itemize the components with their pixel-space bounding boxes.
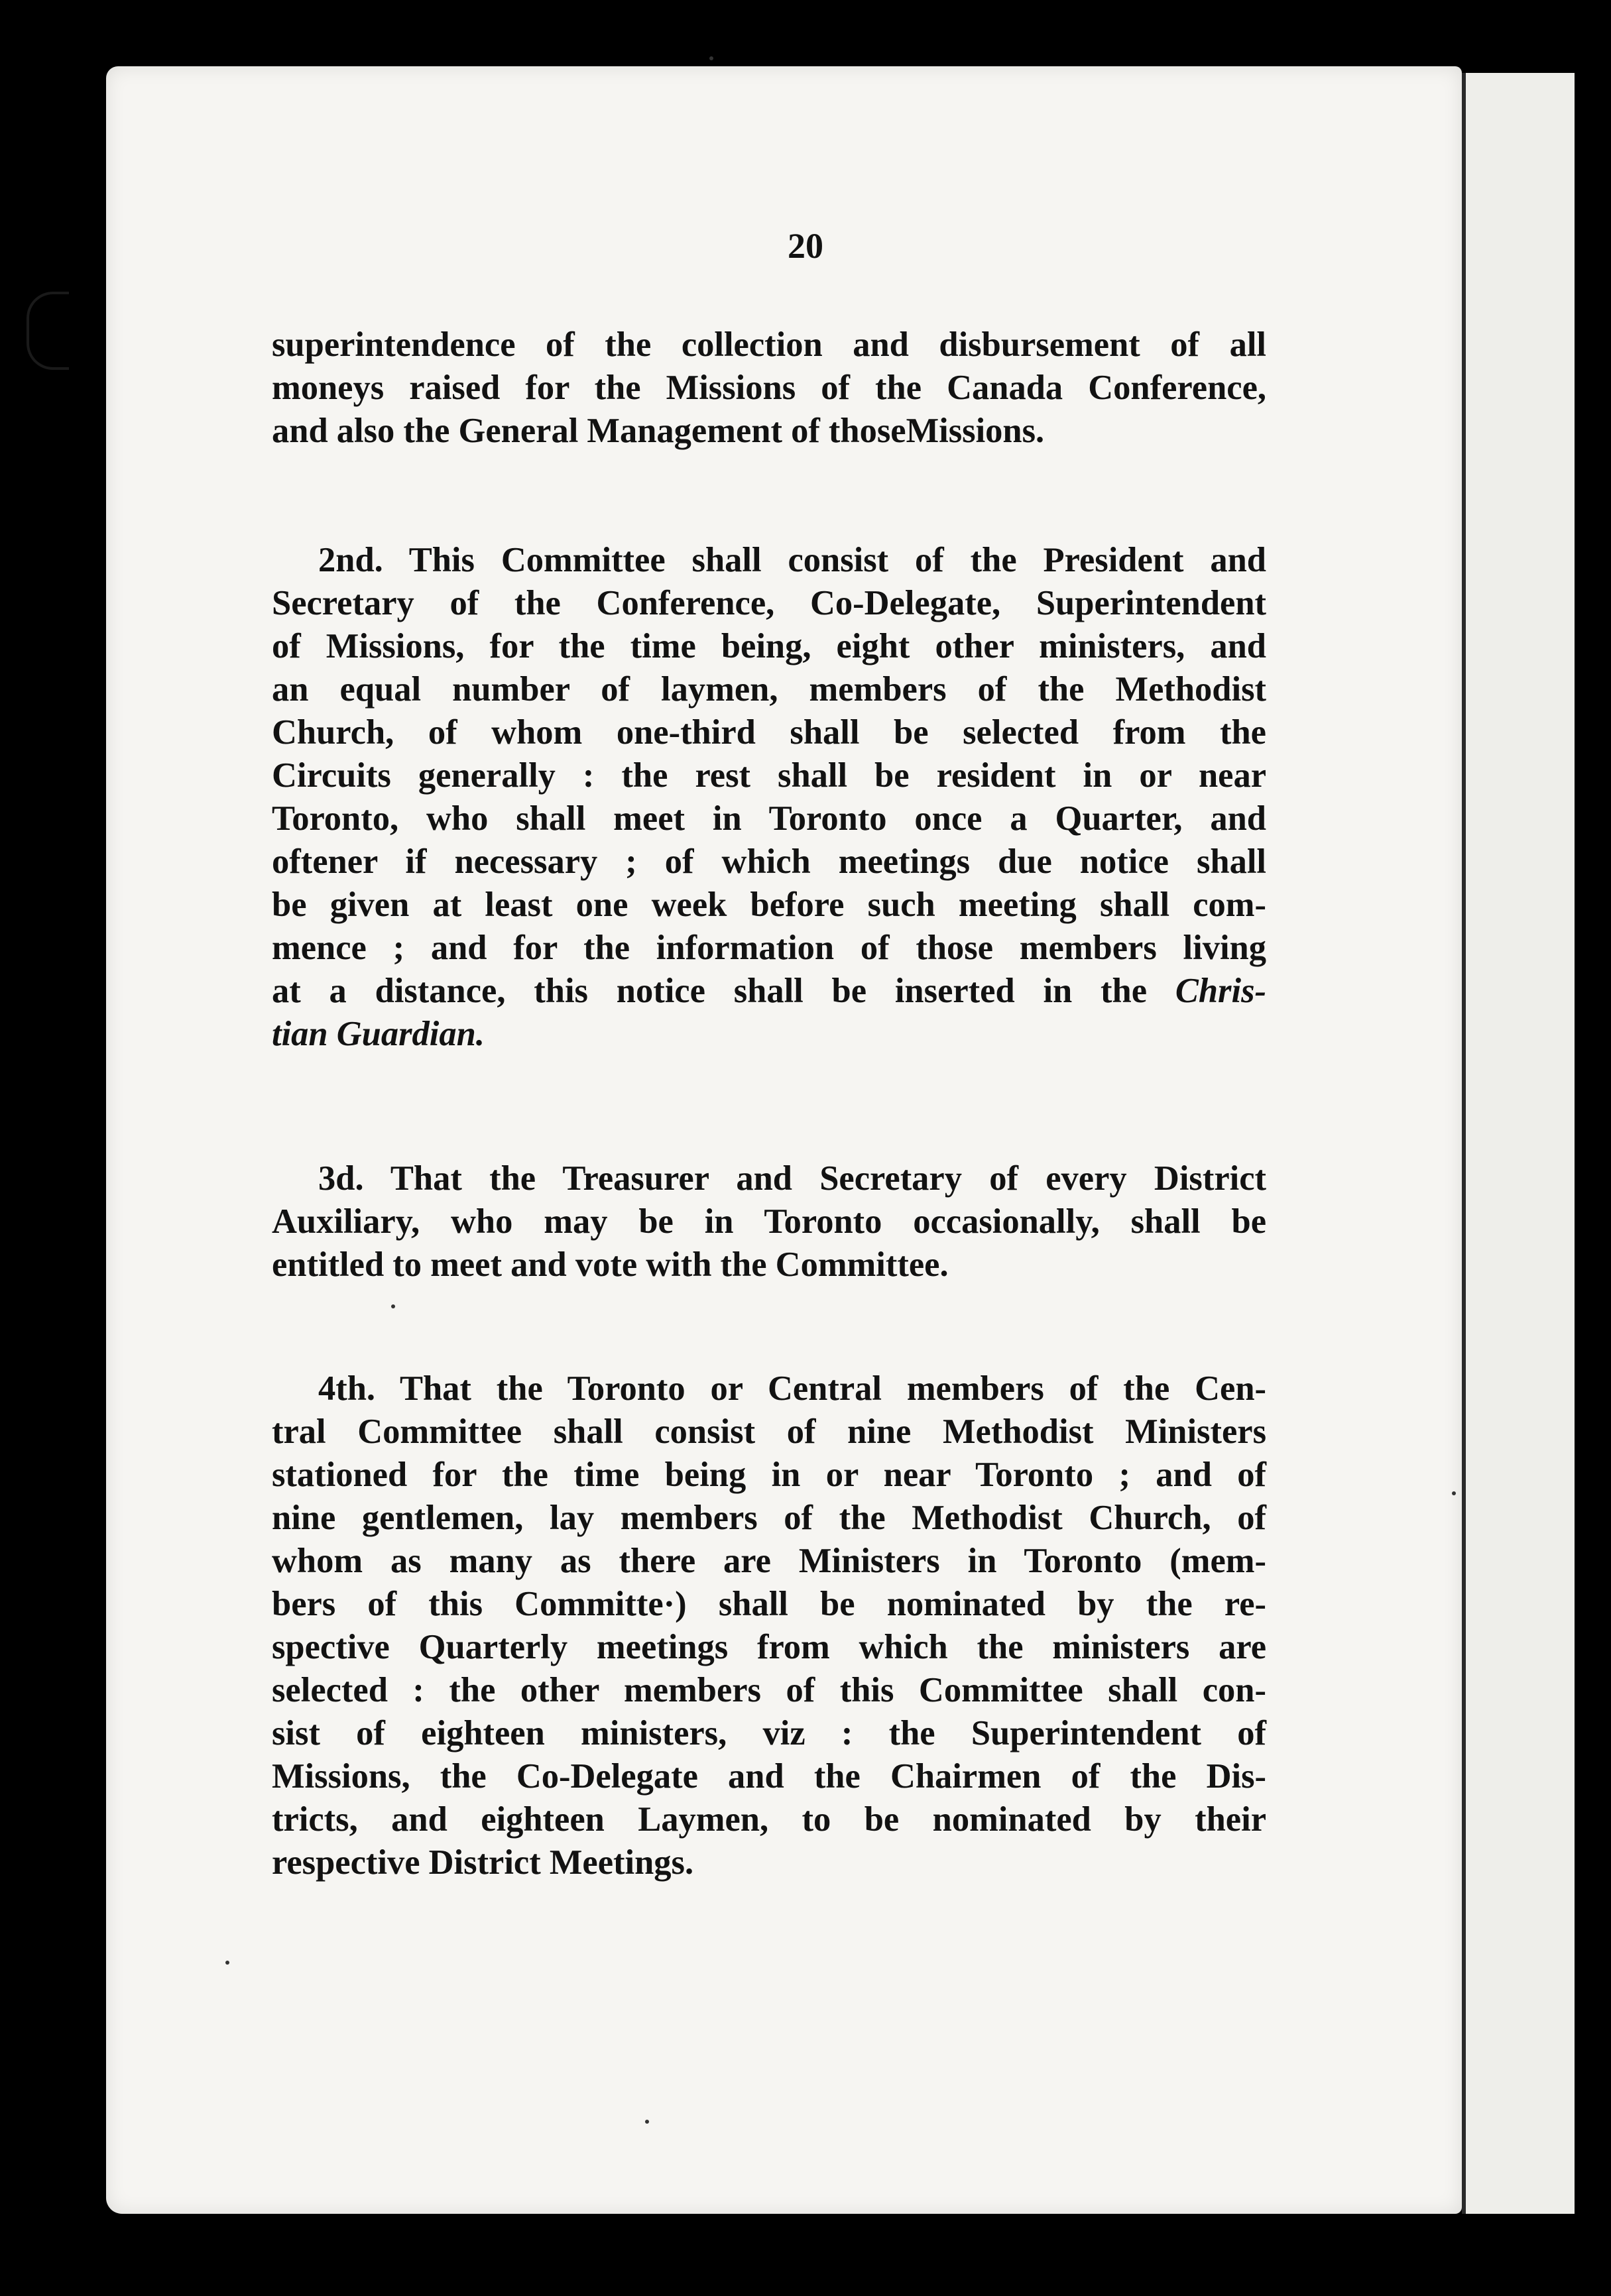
paragraph-4 <box>272 1367 1266 1884</box>
paragraph-3 <box>272 1157 1266 1287</box>
text-line: tian Guardian. <box>272 1015 485 1053</box>
text-line: tricts, and eighteen Laymen, to be nominated by their <box>272 1800 1266 1839</box>
text-line: 2nd. This Committee shall consist of the President and <box>318 541 1266 579</box>
text-line: Missions, the Co-Delegate and the Chairmen of the Dis- <box>272 1757 1266 1796</box>
text-line: whom as many as there are Ministers in Toronto (mem- <box>272 1542 1266 1580</box>
ink-speck <box>225 1961 229 1965</box>
text-line: oftener if necessary ; of which meetings due notice shall <box>272 842 1266 881</box>
text-line: moneys raised for the Missions of the Canada Conference, <box>272 369 1266 407</box>
text-line: tral Committee shall consist of nine Methodist Ministers <box>272 1412 1266 1451</box>
text-line: be given at least one week before such meeting shall com- <box>272 886 1266 924</box>
ink-speck <box>391 1304 395 1308</box>
text-line: of Missions, for the time being, eight other ministers, and <box>272 627 1266 665</box>
text-line: respective District Meetings. <box>272 1843 694 1882</box>
paragraph-2 <box>272 539 1266 1056</box>
text-line: spective Quarterly meetings from which the ministers are <box>272 1628 1266 1666</box>
text-line: bers of this Committe·) shall be nominated by the re- <box>272 1585 1266 1623</box>
text-line: and also the General Management of thoseMissions. <box>272 412 1045 450</box>
binding-clip-mark <box>27 292 69 370</box>
text-line: selected : the other members of this Committee shall con- <box>272 1671 1266 1709</box>
text-line: at a distance, this notice shall be inserted in the Chris- <box>272 972 1266 1010</box>
text-line: mence ; and for the information of those members living <box>272 929 1266 967</box>
text-line: nine gentlemen, lay members of the Methodist Church, of <box>272 1499 1266 1537</box>
page-number: 20 <box>788 226 823 266</box>
paragraph-1 <box>272 323 1266 453</box>
facing-page-edge <box>1462 73 1579 2214</box>
ink-speck <box>709 56 713 60</box>
text-line: 4th. That the Toronto or Central members of the Cen- <box>318 1369 1266 1408</box>
ink-speck <box>645 2120 649 2124</box>
text-line: an equal number of laymen, members of the Methodist <box>272 670 1266 709</box>
ink-speck <box>1452 1491 1456 1495</box>
text-line: sist of eighteen ministers, viz : the Superintendent of <box>272 1714 1266 1752</box>
text-line: 3d. That the Treasurer and Secretary of every District <box>318 1159 1266 1198</box>
text-line: Circuits generally : the rest shall be resident in or near <box>272 756 1266 795</box>
text-line: Church, of whom one-third shall be selected from the <box>272 713 1266 752</box>
text-line: Auxiliary, who may be in Toronto occasionally, shall be <box>272 1202 1266 1241</box>
text-line: superintendence of the collection and disbursement of all <box>272 325 1266 364</box>
scan-border-right <box>1575 60 1611 2247</box>
text-line: stationed for the time being in or near Toronto ; and of <box>272 1456 1266 1494</box>
text-line: entitled to meet and vote with the Committee. <box>272 1245 949 1284</box>
text-line: Secretary of the Conference, Co-Delegate, Superintendent <box>272 584 1266 622</box>
text-line: Toronto, who shall meet in Toronto once a Quarter, and <box>272 799 1266 838</box>
